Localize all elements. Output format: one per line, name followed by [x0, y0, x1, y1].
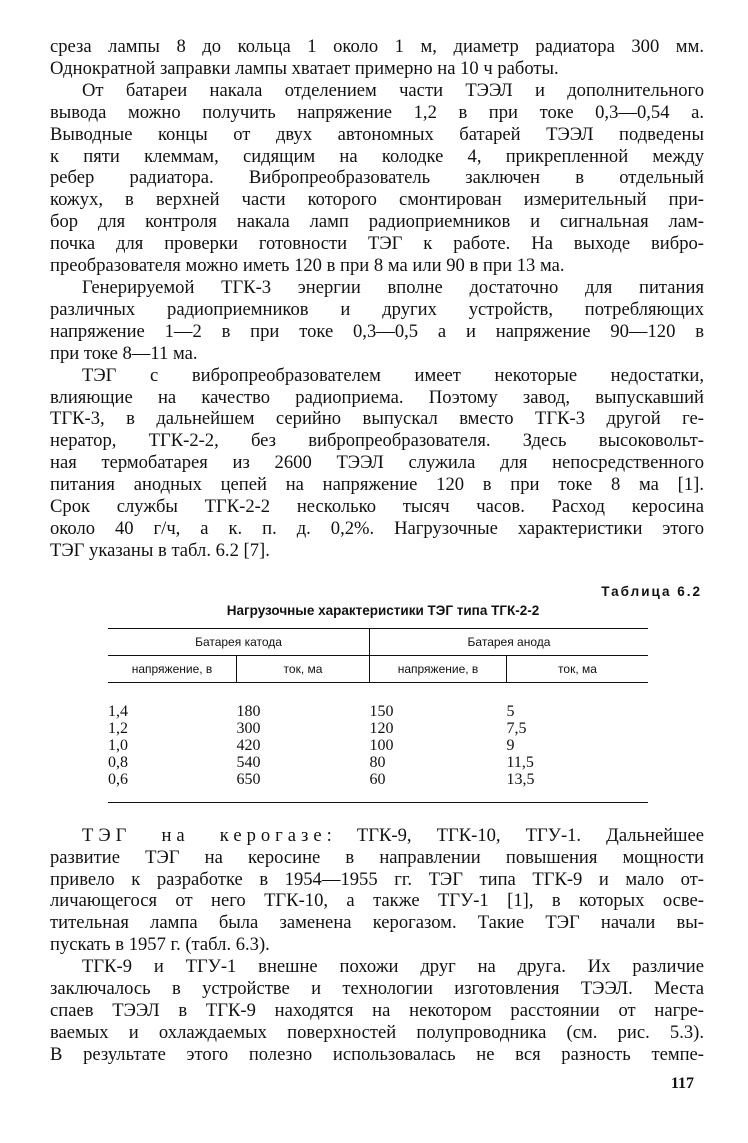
table-cell: 1,4: [108, 702, 128, 720]
text-line: ная термобатарея из 2600 ТЭЭЛ служила для непосредственного: [50, 452, 704, 474]
text-line: Однократной заправки лампы хватает примерно на 10 ч работы.: [50, 57, 559, 79]
anode-voltage-cells: [370, 682, 507, 802]
table-cell: 120: [369, 719, 394, 737]
table-cell: 1,2: [108, 719, 128, 737]
table-cell: 300: [236, 719, 261, 737]
paragraph: [50, 277, 704, 365]
anode-current-cells: [507, 682, 649, 802]
text-line: влияющие на качество радиоприема. Поэтому завод, выпускавший: [50, 386, 704, 408]
text-line: привело к разработке в 1954—1955 гг. ТЭГ типа ТГК-9 и мало от-: [50, 868, 704, 890]
table-cell: 7,5: [506, 719, 527, 737]
text-line: напряжение 1—2 в при токе 0,3—0,5 а и напряжение 90—120 в: [50, 320, 704, 342]
table-cell: 5: [506, 702, 515, 720]
text-line: ваемых и охлаждаемых поверхностей полупроводника (см. рис. 5.3).: [50, 1021, 704, 1043]
text-line: различных радиоприемников и других устройств, потребляющих: [50, 298, 704, 320]
document-page: [50, 36, 704, 1066]
text-line: кожух, в верхней части которого смонтирован измерительный при-: [50, 189, 704, 211]
paragraph: [50, 365, 704, 562]
text-line: к пяти клеммам, сидящим на колодке 4, прикрепленной между: [50, 145, 704, 167]
text-line: почка для проверки готовности ТЭГ к работе. На выходе вибро-: [50, 233, 704, 255]
text-line: около 40 г/ч, а к. п. д. 0,2%. Нагрузочные характеристики этого: [50, 517, 704, 539]
table-title: Нагрузочные характеристики ТЭГ типа ТГК-2-2: [226, 602, 540, 618]
text-line: Срок службы ТГК-2-2 несколько тысяч часов. Расход керосина: [50, 496, 704, 518]
text-line: ТГК-3, в дальнейшем серийно выпускал вместо ТГК-3 другой ге-: [50, 408, 704, 430]
table-cell: 100: [369, 736, 394, 754]
table-cell: 540: [236, 753, 261, 771]
text-line: заключалось в устройстве и технологии изготовления ТЭЭЛ. Места: [50, 978, 704, 1000]
table-cell: 13,5: [506, 770, 535, 788]
text-line: среза лампы 8 до кольца 1 около 1 м, диаметр радиатора 300 мм.: [50, 36, 704, 57]
table-cell: 0,6: [108, 770, 128, 788]
table-cell: 150: [369, 702, 394, 720]
text-line: ребер радиатора. Вибропреобразователь заключен в отдельный: [50, 167, 704, 189]
text-line: В результате этого полезно использовалась не вся разность темпе-: [50, 1043, 704, 1065]
table-cell: 11,5: [506, 753, 534, 771]
text-line: ТЭГ с вибропреобразователем имеет некоторые недостатки,: [82, 364, 704, 386]
section-heading: ТЭГ на керогазе: [82, 824, 327, 846]
paragraph: [50, 956, 704, 1066]
table-cell: 1,0: [108, 736, 128, 754]
table-cell: 60: [369, 770, 386, 788]
group-header-anode: Батарея анода: [370, 628, 649, 655]
table-cell: 650: [236, 770, 261, 788]
paragraph: [50, 825, 704, 956]
paragraph: [50, 80, 704, 277]
text-line: тительная лампа была заменена керогазом. Такие ТЭГ начали вы-: [50, 912, 704, 934]
table-row: [108, 682, 648, 802]
table-cell: 80: [369, 753, 386, 771]
page-number: 117: [670, 1075, 694, 1092]
col-header-anode-current: ток, ма: [507, 655, 649, 682]
load-characteristics-table: [108, 628, 648, 803]
cathode-current-cells: [237, 682, 370, 802]
text-line: личающегося от него ТГК-10, а также ТГУ-1 [1], в которых осве-: [50, 890, 704, 912]
table-cell: 180: [236, 702, 261, 720]
text-line: преобразователя можно иметь 120 в при 8 ма или 90 в при 13 ма.: [50, 255, 565, 277]
text-line: пускать в 1957 г. (табл. 6.3).: [50, 934, 270, 956]
table-cell: 420: [236, 736, 261, 754]
text-line: спаев ТЭЭЛ в ТГК-9 находятся на некотором расстоянии от нагре-: [50, 1000, 704, 1021]
table-label: Таблица 6.2: [601, 583, 702, 599]
text-line: при токе 8—11 ма.: [50, 342, 198, 364]
col-header-cathode-current: ток, ма: [237, 655, 370, 682]
col-header-cathode-voltage: напряжение, в: [108, 655, 237, 682]
text-line: бор для контроля накала ламп радиоприемников и сигнальная лам-: [50, 211, 704, 233]
text-line: От батареи накала отделением части ТЭЭЛ и дополнительного: [82, 79, 704, 101]
table-cell: 0,8: [108, 753, 128, 771]
text-line: ТЭГ на керогазе: ТГК-9, ТГК-10, ТГУ-1. Дальнейшее: [82, 824, 704, 846]
text-line: развитие ТЭГ на керосине в направлении повышения мощности: [50, 846, 704, 868]
text-line: питания анодных цепей на напряжение 120 в при токе 8 ма [1].: [50, 474, 704, 496]
text-line: нератор, ТГК-2-2, без вибропреобразователя. Здесь высоковольт-: [50, 430, 704, 452]
text-line: Выводные концы от двух автономных батарей ТЭЭЛ подведены: [50, 123, 704, 145]
text-line: ТЭГ указаны в табл. 6.2 [7].: [50, 539, 270, 561]
col-header-anode-voltage: напряжение, в: [370, 655, 507, 682]
text-line: вывода можно получить напряжение 1,2 в при токе 0,3—0,54 а.: [50, 101, 704, 123]
cathode-voltage-cells: [108, 682, 237, 802]
group-header-cathode: Батарея катода: [108, 628, 370, 655]
text-line: ТГК-9 и ТГУ-1 внешне похожи друг на друга. Их различие: [82, 956, 704, 978]
table-cell: 9: [506, 736, 515, 754]
text-line: Генерируемой ТГК-3 энергии вполне достаточно для питания: [82, 276, 704, 298]
